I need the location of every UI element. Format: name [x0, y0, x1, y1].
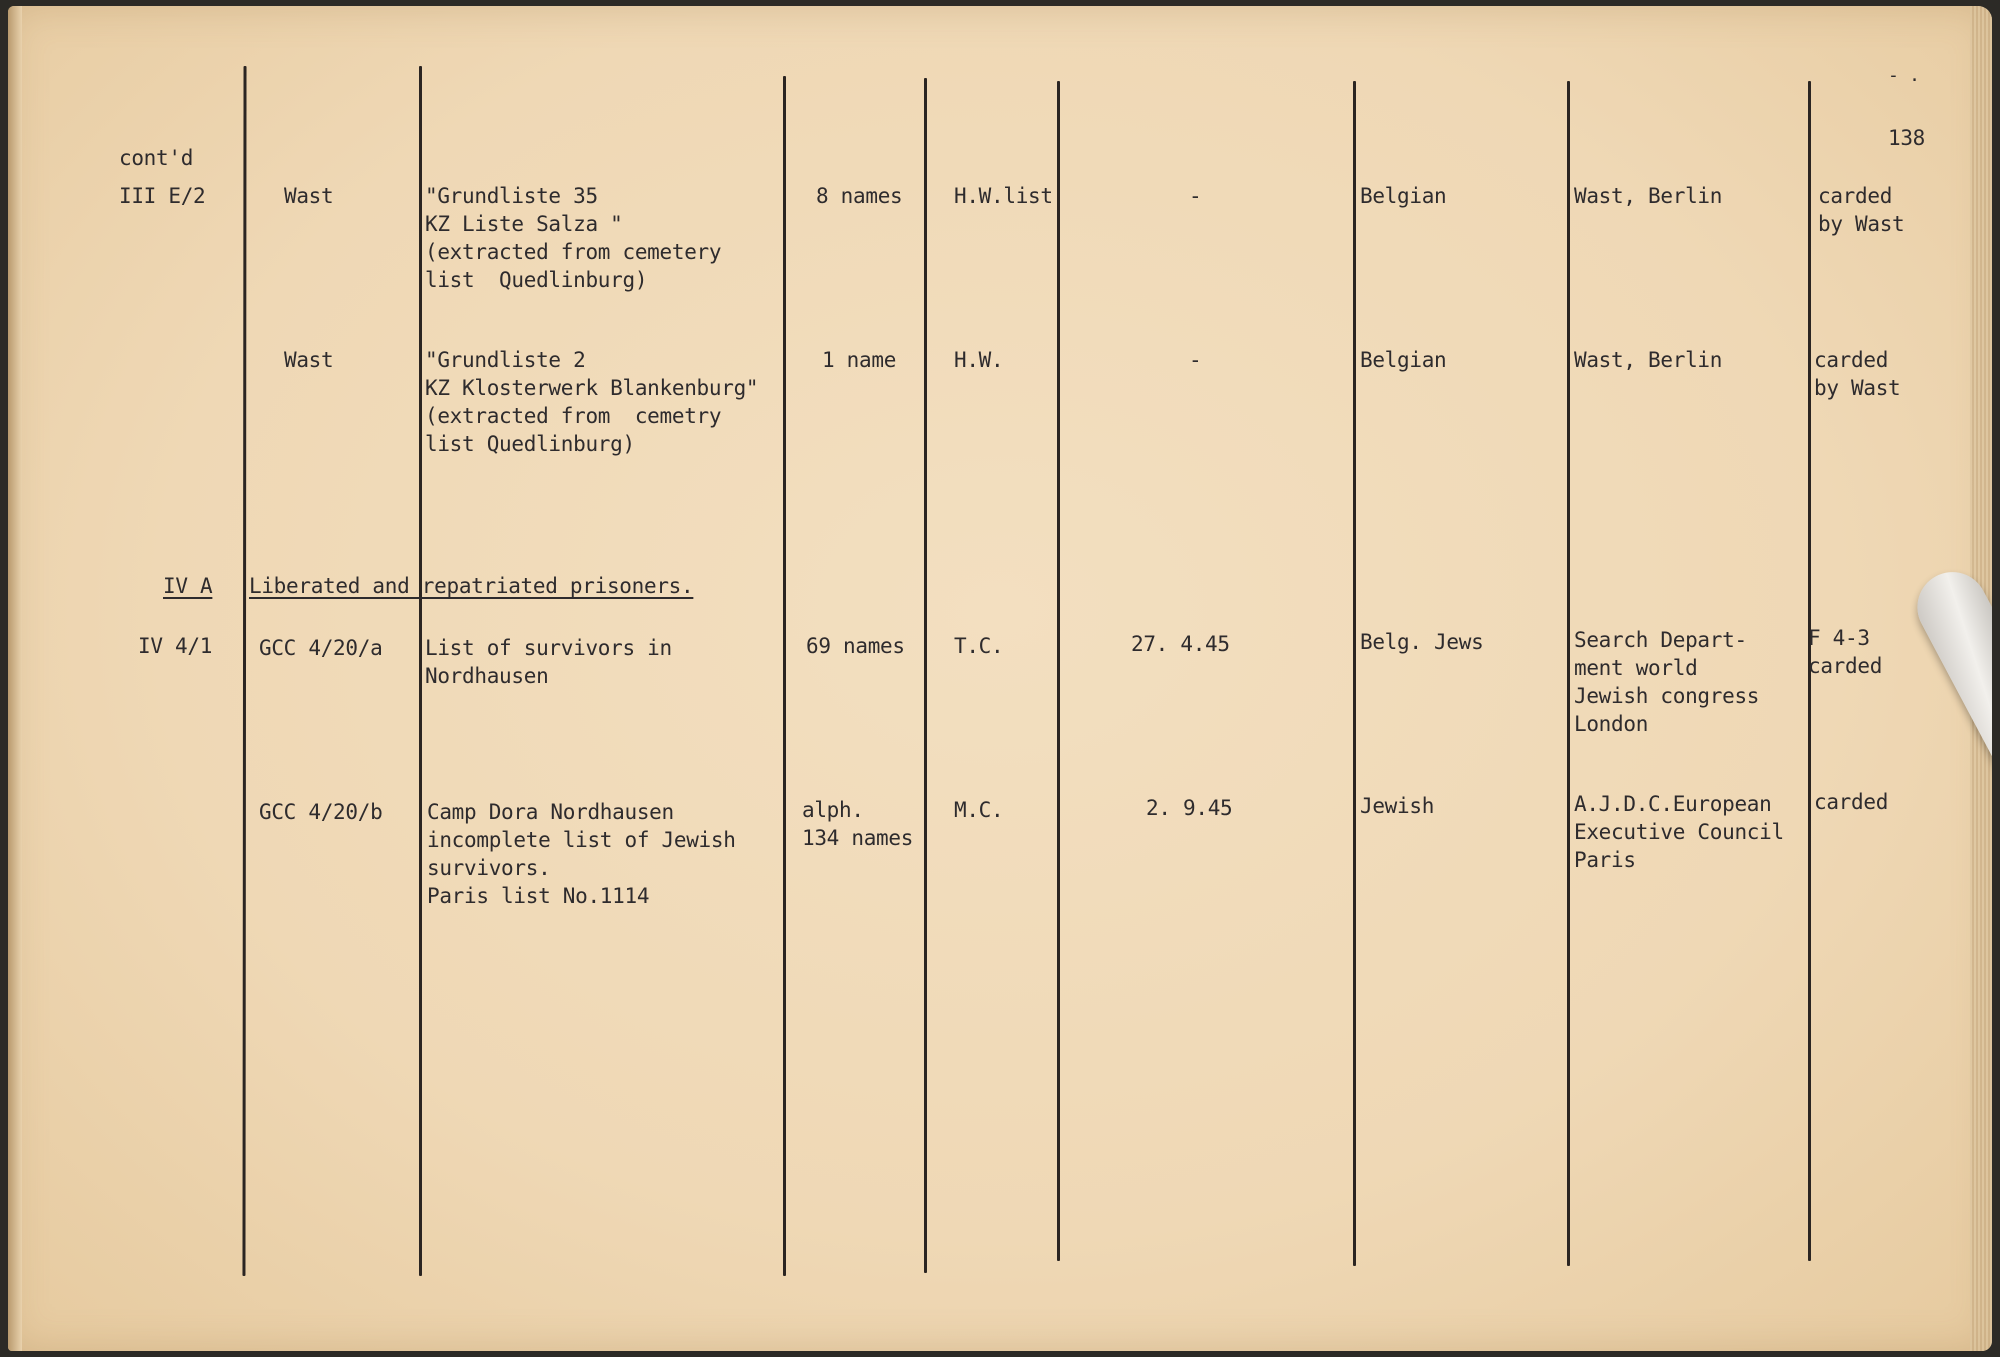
ledger-page — [8, 6, 1992, 1351]
entry-origin: Search Depart- ment world Jewish congress London — [1574, 628, 1760, 736]
corner-mark: - . — [1888, 65, 1920, 86]
entry-nationality: Belgian — [1360, 184, 1447, 208]
entry-description: List of survivors in Nordhausen — [425, 636, 672, 688]
entry-source: GCC 4/20/b — [259, 800, 383, 824]
column-rule — [924, 78, 927, 1273]
entry-source: GCC 4/20/a — [259, 636, 383, 660]
entry-date: 27. 4.45 — [1131, 632, 1230, 656]
entry-description: "Grundliste 35 KZ Liste Salza " (extracted from cemetery list Quedlinburg) — [425, 184, 722, 292]
entry-count: 8 names — [816, 184, 903, 208]
entry-type: T.C. — [954, 634, 1004, 658]
entry-nationality: Belgian — [1360, 348, 1447, 372]
entry-type: H.W. — [954, 348, 1004, 372]
entry-reference: IV 4/1 — [138, 634, 213, 658]
continued-label: cont'd — [119, 146, 194, 170]
entry-remarks: carded by Wast — [1818, 184, 1905, 236]
entry-count: 1 name — [822, 348, 897, 372]
entry-type: M.C. — [954, 798, 1004, 822]
entry-count: alph. 134 names — [802, 798, 914, 850]
entry-type: H.W.list — [954, 184, 1053, 208]
entry-description: "Grundliste 2 KZ Klosterwerk Blankenburg" (extracted from cemetry list Quedlinburg) — [425, 348, 759, 456]
column-rule — [1057, 81, 1060, 1261]
entry-nationality: Jewish — [1360, 794, 1435, 818]
entry-remarks: carded — [1814, 790, 1889, 814]
entry-remarks: F 4-3 carded — [1808, 626, 1883, 678]
entry-date: - — [1189, 348, 1202, 372]
entry-origin: Wast, Berlin — [1574, 184, 1723, 208]
entry-origin: A.J.D.C.European Executive Council Paris — [1574, 792, 1784, 872]
section-title: Liberated and repatriated prisoners. — [249, 574, 694, 598]
column-rule — [242, 66, 246, 1276]
entry-reference: III E/2 — [119, 184, 206, 208]
entry-description: Camp Dora Nordhausen incomplete list of Jewish survivors. Paris list No.1114 — [427, 800, 736, 908]
entry-source: Wast — [284, 184, 334, 208]
column-rule — [783, 76, 786, 1276]
entry-source: Wast — [284, 348, 334, 372]
page-number: 138 — [1888, 126, 1926, 150]
entry-count: 69 names — [806, 634, 905, 658]
entry-origin: Wast, Berlin — [1574, 348, 1723, 372]
entry-date: - — [1189, 184, 1202, 208]
entry-nationality: Belg. Jews — [1360, 630, 1484, 654]
column-rule — [1567, 81, 1570, 1266]
column-rule — [1353, 81, 1356, 1266]
entry-remarks: carded by Wast — [1814, 348, 1901, 400]
column-rule — [419, 66, 422, 1276]
entry-date: 2. 9.45 — [1146, 796, 1233, 820]
section-code: IV A — [163, 574, 213, 598]
page-binding-edge — [8, 6, 22, 1351]
